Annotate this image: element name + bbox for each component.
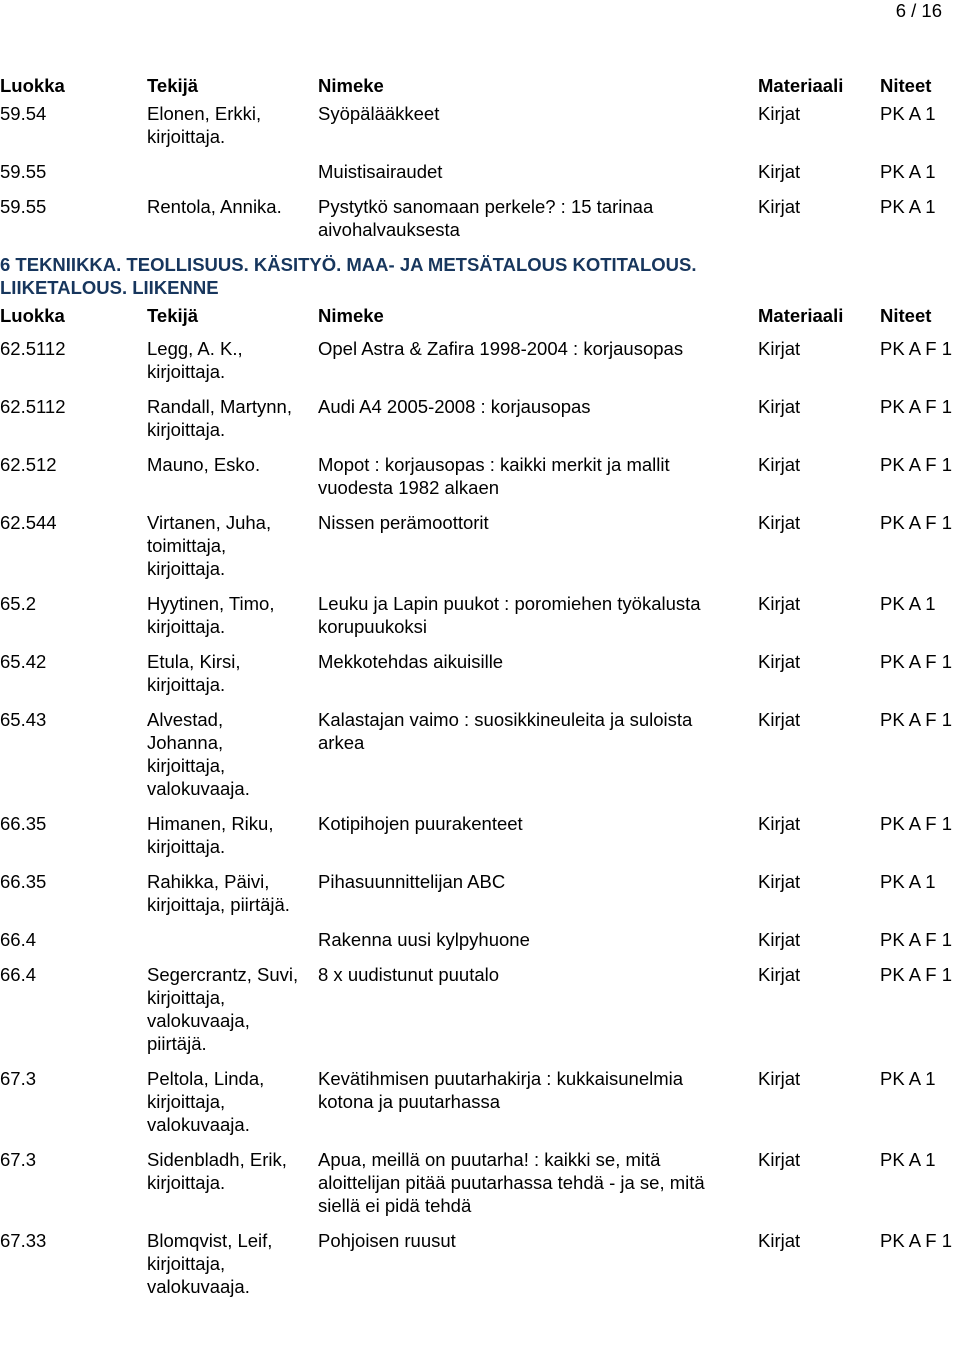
material-cell: Kirjat [758,396,801,417]
author-cell: Segercrantz, Suvi, kirjoittaja, valokuvaaja, piirtäjä. [147,964,299,1054]
material-cell: Kirjat [758,1149,801,1170]
table-row [0,160,960,183]
class-cell: 59.55 [0,196,47,217]
title-cell: 8 x uudistunut puutalo [318,964,500,985]
title-cell: Pohjoisen ruusut [318,1230,456,1251]
material-cell: Kirjat [758,161,801,182]
title-cell: Apua, meillä on puutarha! : kaikki se, mitä aloittelijan pitää puutarhassa tehdä - ja se, mitä siellä ei pidä tehdä [318,1149,705,1216]
author-cell: Sidenbladh, Erik, kirjoittaja. [147,1149,287,1193]
class-cell: 59.54 [0,103,47,124]
class-cell: 59.55 [0,161,47,182]
table-row [0,650,960,696]
author-cell: Legg, A. K., kirjoittaja. [147,338,243,382]
copies-cell: PK A 1 [880,871,936,892]
section-title: 6 TEKNIIKKA. TEOLLISUUS. KÄSITYÖ. MAA- JA METSÄTALOUS KOTITALOUS. LIIKETALOUS. LIIKENNE [0,254,697,298]
table-row [0,395,960,441]
material-cell: Kirjat [758,593,801,614]
table-row [0,870,960,916]
header-class: Luokka [0,75,65,96]
author-cell: Rahikka, Päivi, kirjoittaja, piirtäjä. [147,871,290,915]
material-cell: Kirjat [758,871,801,892]
author-cell: Hyytinen, Timo, kirjoittaja. [147,593,275,637]
table-row [0,1067,960,1136]
title-cell: Pihasuunnittelijan ABC [318,871,506,892]
author-cell: Randall, Martynn, kirjoittaja. [147,396,292,440]
table-row [0,963,960,1055]
title-cell: Pystytkö sanomaan perkele? : 15 tarinaa aivohalvauksesta [318,196,654,240]
table-row [0,592,960,638]
title-cell: Nissen perämoottorit [318,512,489,533]
page-number: 6 / 16 [895,0,942,21]
class-cell: 62.5112 [0,338,66,359]
material-cell: Kirjat [758,709,801,730]
copies-cell: PK A F 1 [880,813,952,834]
copies-cell: PK A 1 [880,196,936,217]
title-cell: Kalastajan vaimo : suosikkineuleita ja suloista arkea [318,709,693,753]
copies-cell: PK A 1 [880,1068,936,1089]
material-cell: Kirjat [758,1068,801,1089]
material-cell: Kirjat [758,103,801,124]
title-cell: Kotipihojen puurakenteet [318,813,523,834]
class-cell: 62.512 [0,454,57,475]
table-row [0,102,960,148]
title-cell: Rakenna uusi kylpyhuone [318,929,530,950]
table-row [0,708,960,800]
author-cell: Blomqvist, Leif, kirjoittaja, valokuvaaja. [147,1230,273,1297]
material-cell: Kirjat [758,964,801,985]
author-cell: Elonen, Erkki, kirjoittaja. [147,103,262,147]
class-cell: 66.35 [0,813,47,834]
title-cell: Mekkotehdas aikuisille [318,651,504,672]
table-row [0,1229,960,1298]
copies-cell: PK A 1 [880,593,936,614]
author-cell: Peltola, Linda, kirjoittaja, valokuvaaja. [147,1068,265,1135]
table-row [0,928,960,951]
author-cell: Rentola, Annika. [147,196,282,217]
title-cell: Mopot : korjausopas : kaikki merkit ja mallit vuodesta 1982 alkaen [318,454,670,498]
header-author: Tekijä [147,305,199,326]
catalog-list [0,74,960,1310]
second-group [0,337,960,1298]
author-cell: Alvestad, Johanna, kirjoittaja, valokuvaaja. [147,709,250,799]
title-cell: Kevätihmisen puutarhakirja : kukkaisunelmia kotona ja puutarhassa [318,1068,684,1112]
title-cell: Audi A4 2005-2008 : korjausopas [318,396,591,417]
table-row [0,195,960,241]
class-cell: 66.35 [0,871,47,892]
copies-cell: PK A 1 [880,161,936,182]
table-row [0,511,960,580]
class-cell: 67.3 [0,1068,37,1089]
material-cell: Kirjat [758,512,801,533]
class-cell: 62.5112 [0,396,66,417]
class-cell: 65.42 [0,651,47,672]
class-cell: 66.4 [0,964,37,985]
header-title: Nimeke [318,305,384,326]
copies-cell: PK A F 1 [880,929,952,950]
author-cell: Himanen, Riku, kirjoittaja. [147,813,274,857]
material-cell: Kirjat [758,929,801,950]
copies-cell: PK A F 1 [880,454,952,475]
class-cell: 66.4 [0,929,37,950]
copies-cell: PK A F 1 [880,651,952,672]
table-row [0,337,960,383]
title-cell: Syöpälääkkeet [318,103,440,124]
copies-cell: PK A F 1 [880,709,952,730]
copies-cell: PK A 1 [880,1149,936,1170]
author-cell: Mauno, Esko. [147,454,261,475]
header-copies: Niteet [880,305,932,326]
copies-cell: PK A F 1 [880,338,952,359]
author-cell: Etula, Kirsi, kirjoittaja. [147,651,241,695]
material-cell: Kirjat [758,651,801,672]
header-class: Luokka [0,305,65,326]
header-copies: Niteet [880,75,932,96]
class-cell: 67.33 [0,1230,47,1251]
table-header [0,74,960,97]
title-cell: Muistisairaudet [318,161,443,182]
table-header [0,304,960,327]
copies-cell: PK A F 1 [880,396,952,417]
table-row [0,812,960,858]
material-cell: Kirjat [758,454,801,475]
first-group [0,102,960,241]
author-cell: Virtanen, Juha, toimittaja, kirjoittaja. [147,512,272,579]
material-cell: Kirjat [758,196,801,217]
material-cell: Kirjat [758,813,801,834]
copies-cell: PK A F 1 [880,512,952,533]
material-cell: Kirjat [758,338,801,359]
table-row [0,453,960,499]
header-author: Tekijä [147,75,199,96]
copies-cell: PK A F 1 [880,964,952,985]
title-cell: Leuku ja Lapin puukot : poromiehen työkalusta korupuukoksi [318,593,701,637]
copies-cell: PK A 1 [880,103,936,124]
header-title: Nimeke [318,75,384,96]
header-material: Materiaali [758,305,844,326]
class-cell: 62.544 [0,512,57,533]
copies-cell: PK A F 1 [880,1230,952,1251]
title-cell: Opel Astra & Zafira 1998-2004 : korjausopas [318,338,684,359]
class-cell: 65.2 [0,593,37,614]
class-cell: 67.3 [0,1149,37,1170]
material-cell: Kirjat [758,1230,801,1251]
class-cell: 65.43 [0,709,47,730]
header-material: Materiaali [758,75,844,96]
section-heading [0,253,960,299]
table-row [0,1148,960,1217]
